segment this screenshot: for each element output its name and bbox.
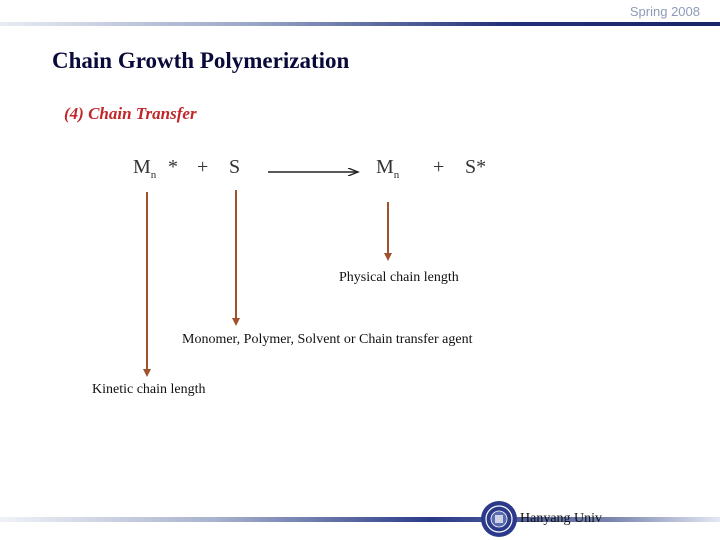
plus-sign: + bbox=[197, 156, 209, 178]
header-bar bbox=[0, 22, 720, 26]
arrow-down-icon bbox=[143, 369, 151, 377]
university-name: Hanyang Univ bbox=[520, 511, 603, 526]
radical-star: * bbox=[168, 156, 178, 178]
reactant-polymer: $M_n$ bbox=[133, 156, 157, 181]
university-seal-icon bbox=[480, 500, 518, 538]
footer-bar bbox=[0, 517, 720, 522]
product-radical: S* bbox=[465, 156, 487, 178]
product-polymer: $M_n$ bbox=[376, 156, 400, 181]
section-subtitle: (4) Chain Transfer bbox=[64, 104, 197, 123]
page-title: Chain Growth Polymerization bbox=[52, 48, 350, 73]
reactant-transfer-agent: S bbox=[229, 156, 241, 178]
kinetic-chain-label: Kinetic chain length bbox=[92, 382, 206, 397]
arrow-down-icon bbox=[384, 253, 392, 261]
transfer-arrow-line bbox=[235, 190, 237, 319]
arrow-down-icon bbox=[232, 318, 240, 326]
reaction-arrow-icon bbox=[268, 168, 360, 176]
physical-arrow-line bbox=[387, 202, 389, 254]
physical-chain-label: Physical chain length bbox=[339, 270, 459, 285]
kinetic-arrow-line bbox=[146, 192, 148, 370]
season-label: Spring 2008 bbox=[629, 4, 700, 19]
transfer-agent-label: Monomer, Polymer, Solvent or Chain transfer agent bbox=[182, 332, 473, 347]
plus-sign: + bbox=[433, 156, 445, 178]
